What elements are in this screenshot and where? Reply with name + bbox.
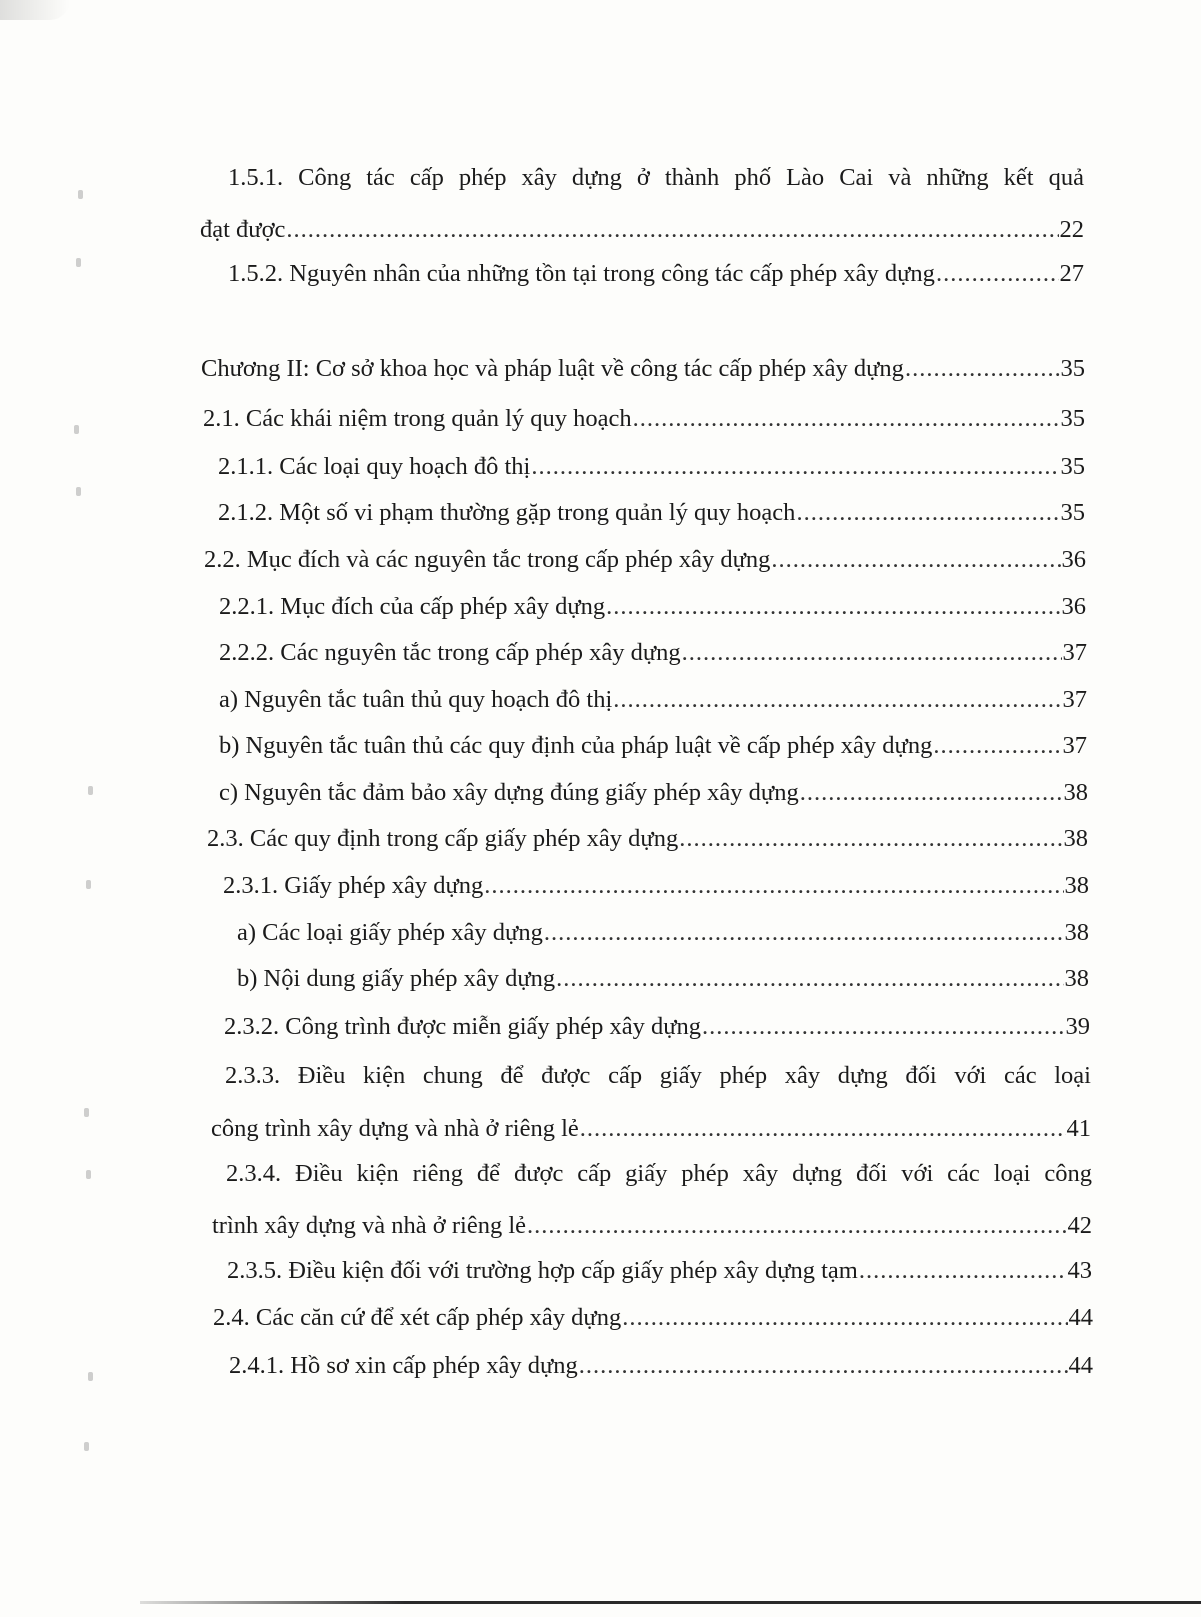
scan-mark [76,258,81,267]
toc-entry-2-3-3-line2: công trình xây dựng và nhà ở riêng lẻ ..... 41 [211,1113,1091,1145]
scan-mark [84,1442,89,1451]
toc-page-number: 42 [1067,1212,1092,1239]
toc-page-number: 37 [1062,686,1087,713]
toc-page-number: 36 [1061,593,1086,620]
scan-mark [88,786,93,795]
toc-entry-2-2-2-b: b) Nguyên tắc tuân thủ các quy định của pháp luật về cấp phép xây dựng ..... 37 [219,730,1087,762]
toc-entry-2-3-3-line1: 2.3.3. Điều kiện chung để được cấp giấy phép xây dựng đối với các loại [225,1062,1091,1089]
toc-entry-2-3-4-line2: trình xây dựng và nhà ở riêng lẻ ..... 42 [212,1210,1092,1242]
toc-page-number: 36 [1061,546,1086,573]
toc-page-number: 44 [1068,1304,1093,1331]
scan-smudge [0,0,70,20]
toc-page-number: 38 [1063,779,1088,806]
toc-page-number: 35 [1060,355,1085,382]
toc-page-number: 22 [1059,216,1084,243]
toc-entry-2-3-2: 2.3.2. Công trình được miễn giấy phép xây dựng ..... 39 [224,1011,1090,1043]
scan-mark [74,425,79,434]
toc-entry-2-4-1: 2.4.1. Hồ sơ xin cấp phép xây dựng ..... 44 [229,1350,1093,1382]
toc-page-number: 38 [1064,965,1089,992]
toc-entry-1-5-1-line1: 1.5.1. Công tác cấp phép xây dựng ở thành phố Lào Cai và những kết quả [228,164,1084,191]
scan-mark [84,1108,89,1117]
toc-entry-2-1-2: 2.1.2. Một số vi phạm thường gặp trong quản lý quy hoạch ..... 35 [218,497,1085,529]
scan-mark [88,1372,93,1381]
toc-entry-2-3-1-b: b) Nội dung giấy phép xây dựng ..... 38 [237,963,1089,995]
scan-mark [86,1170,91,1179]
toc-entry-2-1-1: 2.1.1. Các loại quy hoạch đô thị ..... 35 [218,451,1085,483]
toc-page-number: 35 [1060,499,1085,526]
toc-page-number: 38 [1064,919,1089,946]
toc-page-number: 44 [1068,1352,1093,1379]
toc-entry-2-3-1: 2.3.1. Giấy phép xây dựng ..... 38 [223,870,1089,902]
toc-page-number: 41 [1066,1115,1091,1142]
scan-mark [76,487,81,496]
toc-entry-2-2-1: 2.2.1. Mục đích của cấp phép xây dựng ..... 36 [219,591,1086,623]
toc-page-number: 38 [1064,872,1089,899]
toc-page-number: 37 [1062,639,1087,666]
toc-page-number: 39 [1065,1013,1090,1040]
toc-page-number: 38 [1063,825,1088,852]
page-bottom-rule [140,1601,1201,1604]
toc-page-number: 43 [1067,1257,1092,1284]
toc-entry-2-3-5: 2.3.5. Điều kiện đối với trường hợp cấp giấy phép xây dựng tạm ..... 43 [227,1255,1092,1287]
toc-entry-2-3-4-line1: 2.3.4. Điều kiện riêng để được cấp giấy phép xây dựng đối với các loại công [226,1160,1092,1187]
toc-entry-2-1: 2.1. Các khái niệm trong quản lý quy hoạch ..... 35 [203,403,1085,435]
toc-entry-2-3: 2.3. Các quy định trong cấp giấy phép xây dựng ..... 38 [207,823,1088,855]
toc-entry-2-2-2: 2.2.2. Các nguyên tắc trong cấp phép xây dựng ..... 37 [219,637,1087,669]
toc-entry-1-5-2: 1.5.2. Nguyên nhân của những tồn tại trong công tác cấp phép xây dựng ..... 27 [228,258,1084,290]
toc-entry-1-5-1-line2: đạt được ..... 22 [200,214,1084,246]
toc-page-number: 35 [1060,405,1085,432]
scan-mark [86,880,91,889]
toc-entry-2-4: 2.4. Các căn cứ để xét cấp phép xây dựng ..... 44 [213,1302,1093,1334]
toc-entry-2-2: 2.2. Mục đích và các nguyên tắc trong cấp phép xây dựng ..... 36 [204,544,1086,576]
toc-page-number: 27 [1059,260,1084,287]
toc-chapter-2: Chương II: Cơ sở khoa học và pháp luật về công tác cấp phép xây dựng ..... 35 [201,353,1085,385]
toc-entry-2-2-2-c: c) Nguyên tắc đảm bảo xây dựng đúng giấy phép xây dựng ..... 38 [219,777,1088,809]
toc-page-number: 35 [1060,453,1085,480]
toc-page-number: 37 [1062,732,1087,759]
scan-mark [78,190,83,199]
toc-entry-2-3-1-a: a) Các loại giấy phép xây dựng ..... 38 [237,917,1089,949]
toc-entry-2-2-2-a: a) Nguyên tắc tuân thủ quy hoạch đô thị ..... 37 [219,684,1087,716]
